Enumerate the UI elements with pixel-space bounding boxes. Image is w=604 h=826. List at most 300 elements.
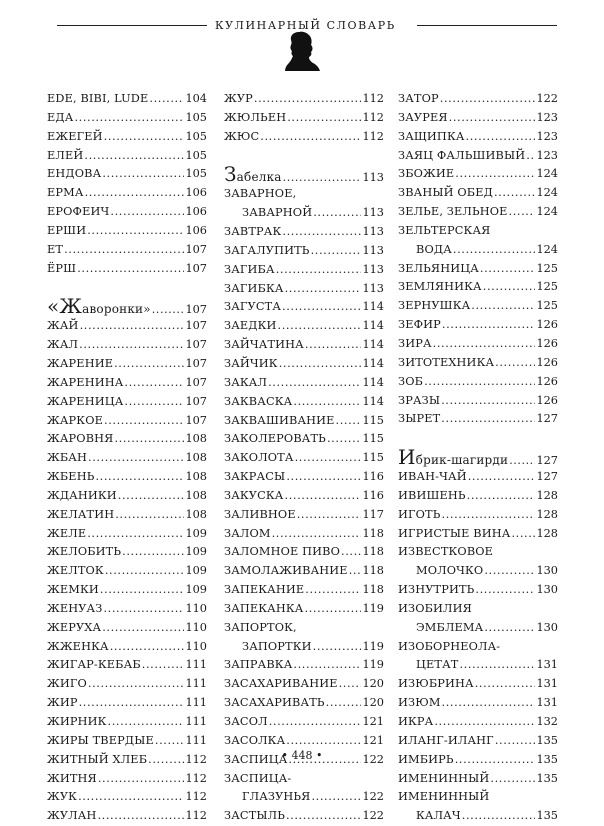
dot-leader [475, 581, 535, 600]
dot-leader [305, 336, 362, 355]
dot-leader [311, 788, 361, 807]
entry-page: 119 [362, 601, 384, 615]
index-entry [224, 336, 384, 355]
dot-leader [285, 487, 362, 506]
index-entry [47, 562, 207, 581]
section-initial-letter: И [398, 445, 416, 470]
entry-term: ИГРИСТЫЕ ВИНА [398, 526, 511, 540]
entry-term: ЖАРКОЕ [47, 413, 103, 427]
entry-page: 112 [185, 752, 207, 766]
section-heading [47, 295, 207, 317]
index-entry [398, 109, 558, 128]
entry-page: 119 [362, 639, 384, 653]
header-title: КУЛИНАРНЫЙ СЛОВАРЬ [215, 19, 396, 32]
entry-page: 118 [362, 564, 384, 578]
entry-term: ЕТ [47, 242, 64, 256]
entry-page: 122 [362, 790, 384, 804]
index-entry [224, 487, 384, 506]
entry-page: 107 [185, 338, 207, 352]
index-entry [47, 581, 207, 600]
index-entry [398, 165, 558, 184]
entry-term: ЖИР [47, 696, 78, 710]
index-entry [398, 373, 558, 392]
entry-term: ЖЖЕНКА [47, 639, 109, 653]
dot-leader [468, 468, 536, 487]
entry-page: 113 [362, 225, 384, 239]
dot-leader [526, 147, 535, 166]
dot-leader [78, 788, 184, 807]
entry-page: 114 [362, 338, 384, 352]
dot-leader [102, 619, 184, 638]
dot-leader [114, 355, 184, 374]
dot-leader [442, 694, 536, 713]
dot-leader [475, 675, 536, 694]
dot-leader [87, 525, 184, 544]
entry-page: 132 [536, 715, 558, 728]
index-entry [224, 449, 384, 468]
dot-leader [98, 770, 185, 789]
index-entry [47, 543, 207, 562]
dot-leader [110, 638, 185, 657]
index-entry [224, 468, 384, 487]
dot-leader [88, 449, 184, 468]
entry-page: 123 [536, 148, 558, 162]
dot-leader [104, 412, 184, 431]
entry-page: 124 [536, 167, 558, 181]
entry-page: 111 [185, 733, 207, 747]
dot-leader [79, 694, 185, 713]
entry-term: ЖАЙ [47, 319, 79, 333]
dot-leader [495, 732, 536, 751]
index-entry [398, 525, 558, 544]
entry-term: ЖИГАР-КЕБАБ [47, 658, 141, 672]
entry-term: ЖБЕНЬ [47, 470, 95, 484]
entry-page: 126 [536, 336, 558, 350]
dot-leader [286, 468, 361, 487]
entry-page: 109 [185, 526, 207, 540]
index-entry [398, 147, 558, 166]
entry-term: ЖЕЛТОК [47, 564, 104, 578]
dot-leader [268, 374, 361, 393]
index-entry [224, 638, 384, 657]
dot-leader [305, 600, 362, 619]
index-entry [47, 222, 207, 241]
index-entry [224, 506, 384, 525]
entry-term: ЗАВАРНОЙ [242, 206, 313, 220]
index-entry [398, 732, 558, 751]
entry-page: 113 [362, 206, 384, 220]
entry-page: 110 [185, 601, 207, 615]
dot-leader [484, 562, 535, 581]
entry-page: 108 [185, 470, 207, 484]
entry-term: ЖИТНЯ [47, 771, 97, 785]
dot-leader [434, 713, 535, 732]
entry-page: 112 [362, 110, 384, 124]
entry-term: ИЗНУТРИТЬ [398, 583, 475, 597]
entry-term: ЗАСАХАРИВАНИЕ [224, 677, 338, 691]
entry-term: ЖАЛ [47, 338, 79, 352]
index-entry [398, 90, 558, 109]
entry-term-line: ЗАВАРНОЕ, [224, 187, 297, 201]
index-entry [47, 147, 207, 166]
index-entry [398, 410, 558, 429]
entry-term: ЗАГАЛУПИТЬ [224, 243, 310, 257]
index-entry [224, 223, 384, 242]
entry-page: 108 [185, 432, 207, 446]
entry-term: ЗАЕДКИ [224, 319, 277, 333]
entry-term: ЗИТОТЕХНИКА [398, 355, 495, 369]
entry-term: ЖАРЕНИНА [47, 375, 124, 389]
entry-term: ЗАПРАВКА [224, 658, 293, 672]
dot-leader [441, 392, 535, 411]
dot-leader [102, 165, 184, 184]
entry-page: 120 [362, 696, 384, 710]
entry-page: 106 [185, 186, 207, 200]
index-entry [398, 203, 558, 222]
entry-term: ЗАМОЛАЖИВАНИЕ [224, 564, 348, 578]
entry-term: ЗАКВАШИВАНИЕ [224, 413, 335, 427]
dot-leader [494, 184, 535, 203]
entry-page: 115 [362, 451, 384, 465]
page-number: • 448 • [281, 749, 323, 762]
index-entry [224, 298, 384, 317]
dot-leader [305, 581, 361, 600]
dot-leader [88, 675, 185, 694]
entry-page: 131 [536, 696, 558, 710]
entry-term: ИКРА [398, 715, 434, 728]
index-entry [47, 165, 207, 184]
entry-term: ЗАКОЛЕРОВАТЬ [224, 432, 326, 446]
dot-leader [459, 656, 535, 675]
entry-page: 123 [536, 110, 558, 124]
section-heading-rest: брик-шагирди [415, 453, 509, 468]
entry-page: 113 [362, 243, 384, 257]
index-entry [224, 393, 384, 412]
index-entry [224, 807, 384, 826]
section-heading-rest: абелка [236, 170, 282, 185]
entry-page: 110 [185, 620, 207, 634]
dot-leader [295, 449, 362, 468]
index-entry [47, 241, 207, 260]
dot-leader [80, 317, 185, 336]
dot-leader [495, 354, 535, 373]
entry-page: 118 [362, 545, 384, 559]
entry-page: 126 [536, 318, 558, 332]
entry-term: КАЛАЧ [416, 809, 461, 823]
index-entry [224, 656, 384, 675]
entry-term: ВОДА [416, 242, 452, 256]
entry-term: ЗАВТРАК [224, 225, 282, 239]
entry-page: 128 [536, 507, 558, 521]
entry-page: 112 [362, 129, 384, 143]
index-entry [47, 317, 207, 336]
entry-term: ЗАЛИВНОЕ [224, 507, 296, 521]
dot-leader [293, 656, 361, 675]
entry-page: 108 [185, 488, 207, 502]
index-entry [47, 355, 207, 374]
entry-page: 130 [536, 620, 558, 634]
index-column-3 [398, 90, 558, 826]
entry-term: ЖАРОВНЯ [47, 432, 114, 446]
entry-page: 112 [362, 92, 384, 105]
dot-leader [336, 412, 362, 431]
section-heading-rest: аворонки» [82, 302, 151, 317]
dot-leader [254, 90, 362, 109]
dot-leader [313, 204, 361, 223]
entry-term: ЗЕМЛЯНИКА [398, 280, 482, 294]
entry-term: ЗАКРАСЫ [224, 470, 286, 484]
index-entry [224, 713, 384, 732]
entry-page: 111 [185, 696, 207, 710]
index-entry [224, 128, 384, 147]
index-entry [398, 675, 558, 694]
dot-leader [471, 297, 535, 316]
entry-term: ЖУЛАН [47, 809, 97, 823]
entry-page: 135 [536, 733, 558, 747]
entry-page: 127 [536, 412, 558, 426]
entry-term: ЗАЛОМ [224, 526, 271, 540]
index-entry [47, 732, 207, 751]
index-entry [398, 392, 558, 411]
index-entry [47, 525, 207, 544]
dot-leader [453, 241, 536, 260]
entry-term: ЖДАНИКИ [47, 488, 117, 502]
index-entry [47, 374, 207, 393]
index-entry [47, 203, 207, 222]
entry-page: 106 [185, 205, 207, 219]
entry-term: ЗОБ [398, 374, 424, 388]
entry-term: ЭМБЛЕМА [416, 620, 484, 634]
entry-term: ИЗЮМ [398, 696, 441, 710]
index-entry [224, 280, 384, 299]
entry-page: 127 [536, 470, 558, 484]
entry-term: ЖЕЛЕ [47, 526, 87, 540]
dot-leader [85, 184, 185, 203]
index-entry [224, 525, 384, 544]
entry-term: ЗАГИБА [224, 262, 275, 276]
entry-term: ЕЖЕГЕЙ [47, 129, 103, 143]
entry-page: 126 [536, 393, 558, 407]
chef-silhouette-icon [282, 30, 322, 72]
entry-term: ЗБОЖИЕ [398, 167, 455, 181]
entry-term: ЖУР [224, 92, 253, 105]
entry-page: 114 [362, 300, 384, 314]
dot-leader [326, 694, 362, 713]
dot-leader [327, 430, 361, 449]
entry-term-line: ЗЕЛЬТЕРСКАЯ [398, 223, 491, 237]
index-entry [398, 619, 558, 638]
entry-page: 106 [185, 223, 207, 237]
dot-leader [105, 562, 185, 581]
index-entry [398, 562, 558, 581]
entry-term: ИВАН-ЧАЙ [398, 470, 467, 484]
entry-term: ЖАРЕНИЦА [47, 394, 124, 408]
entry-term: ЗАТОР [398, 92, 439, 105]
entry-page: 112 [185, 771, 207, 785]
entry-page: 135 [536, 809, 558, 823]
dot-leader [142, 656, 185, 675]
entry-page: 110 [185, 639, 207, 653]
entry-page: 128 [536, 488, 558, 502]
index-column-2 [224, 90, 384, 826]
entry-page: 107 [185, 356, 207, 370]
index-entry [224, 242, 384, 261]
entry-term: ЗЕФИР [398, 318, 441, 332]
entry-term: ЕРМА [47, 186, 84, 200]
entry-page: 135 [536, 771, 558, 785]
index-entry [398, 581, 558, 600]
dot-leader [341, 543, 361, 562]
header-rule-right [417, 25, 557, 26]
dot-leader [490, 770, 535, 789]
entry-term: ЖЮЛЬЕН [224, 110, 287, 124]
entry-page: 126 [536, 355, 558, 369]
entry-term: ЗАКВАСКА [224, 394, 293, 408]
dot-leader [442, 316, 536, 335]
entry-term: ЗАСОЛ [224, 715, 268, 728]
index-entry [47, 638, 207, 657]
entry-page: 111 [185, 677, 207, 691]
dot-leader [74, 109, 184, 128]
index-entry [47, 506, 207, 525]
entry-page: 112 [185, 790, 207, 804]
index-entry [47, 807, 207, 826]
entry-term: ЁРШ [47, 261, 77, 275]
entry-term: ЖИГО [47, 677, 87, 691]
index-entry [224, 732, 384, 751]
index-entry [224, 581, 384, 600]
index-entry [398, 487, 558, 506]
entry-page: 124 [536, 186, 558, 200]
dot-leader [124, 393, 184, 412]
entry-term: ИГОТЬ [398, 507, 441, 521]
entry-term: ИЗЮБРИНА [398, 677, 474, 691]
entry-term: ЗАГИБКА [224, 281, 284, 295]
index-entry [398, 770, 558, 789]
entry-page: 122 [362, 809, 384, 823]
dot-leader [433, 335, 536, 354]
index-entry [224, 317, 384, 336]
entry-page: 124 [536, 205, 558, 219]
index-entry [224, 543, 384, 562]
entry-term: ЗАСОЛКА [224, 733, 286, 747]
index-entry [398, 694, 558, 713]
dot-leader [276, 261, 362, 280]
entry-term: ИМЕНИННЫЙ [398, 771, 490, 785]
dot-leader [104, 128, 185, 147]
entry-page: 130 [536, 583, 558, 597]
dot-leader [286, 732, 361, 751]
entry-page: 105 [185, 110, 207, 124]
entry-page: 121 [362, 733, 384, 747]
index-entry [224, 261, 384, 280]
entry-term: ЗАЯЦ ФАЛЬШИВЫЙ [398, 148, 526, 162]
entry-page: 121 [362, 715, 384, 728]
entry-term: ЗАЛОМНОЕ ПИВО [224, 545, 341, 559]
entry-page: 113 [362, 262, 384, 276]
dot-leader [155, 732, 185, 751]
dot-leader [282, 298, 361, 317]
entry-page: 118 [362, 583, 384, 597]
index-entry [224, 430, 384, 449]
entry-term: ЗЕЛЬЯНИЦА [398, 261, 479, 275]
index-entry [47, 336, 207, 355]
index-entry [47, 260, 207, 279]
entry-term: ЗАЩИПКА [398, 129, 465, 143]
entry-term: ИЛАНГ-ИЛАНГ [398, 733, 494, 747]
index-entry [47, 90, 207, 109]
dot-leader [87, 222, 184, 241]
entry-term: ЕЛЕЙ [47, 148, 84, 162]
entry-term: ЖУК [47, 790, 78, 804]
entry-page: 120 [362, 677, 384, 691]
entry-page: 107 [185, 394, 207, 408]
index-entry [224, 374, 384, 393]
entry-term: ЗАПЕКАНКА [224, 601, 304, 615]
index-entry [47, 788, 207, 807]
entry-term: ЗАПОРТКИ [242, 639, 312, 653]
index-entry [224, 694, 384, 713]
index-entry [47, 619, 207, 638]
index-entry [398, 468, 558, 487]
dot-leader [149, 90, 184, 109]
index-entry [47, 449, 207, 468]
dot-leader [480, 260, 536, 279]
dot-leader [79, 336, 184, 355]
dot-leader [272, 525, 362, 544]
dot-leader [313, 638, 362, 657]
dot-leader [293, 393, 361, 412]
index-entry [47, 600, 207, 619]
entry-page: 104 [185, 92, 207, 105]
entry-term: ЗЕРНУШКА [398, 299, 471, 313]
entry-term: ЗАКУСКА [224, 488, 284, 502]
entry-page: 107 [185, 319, 207, 333]
dot-leader [278, 317, 362, 336]
entry-term: ЖЕМКИ [47, 583, 99, 597]
entry-page: 107 [185, 375, 207, 389]
entry-term: ЗАУРЕЯ [398, 110, 448, 124]
entry-page: 125 [536, 261, 558, 275]
entry-term: ЕРОФЕИЧ [47, 205, 110, 219]
entry-page: 107 [185, 261, 207, 275]
index-entry [398, 241, 558, 260]
entry-term: EDE, BIBI, LUDE [47, 92, 149, 105]
entry-term: ЖЕНУАЗ [47, 601, 103, 615]
entry-term: МОЛОЧКО [416, 564, 484, 578]
entry-term: ЗИРА [398, 336, 432, 350]
entry-term: ЗАСТЫЛЬ [224, 809, 285, 823]
entry-page: 114 [362, 394, 384, 408]
dot-leader [424, 373, 535, 392]
entry-term-line: ИМЕНИННЫЙ [398, 790, 490, 804]
entry-term: ЗАКОЛОТА [224, 451, 294, 465]
section-heading [398, 446, 558, 468]
section-initial-letter: «Ж [47, 294, 83, 319]
entry-term: ЖАРЕНИЕ [47, 356, 114, 370]
entry-page: 116 [362, 488, 384, 502]
entry-term: ЖБАН [47, 451, 88, 465]
entry-page: 107 [185, 303, 207, 317]
entry-page: 127 [536, 454, 558, 468]
dot-leader [103, 600, 184, 619]
dot-leader [287, 109, 361, 128]
dot-leader [282, 223, 361, 242]
entry-term: ЗАСАХАРИВАТЬ [224, 696, 325, 710]
index-entry [398, 316, 558, 335]
dot-leader [466, 128, 536, 147]
dot-leader [441, 410, 535, 429]
